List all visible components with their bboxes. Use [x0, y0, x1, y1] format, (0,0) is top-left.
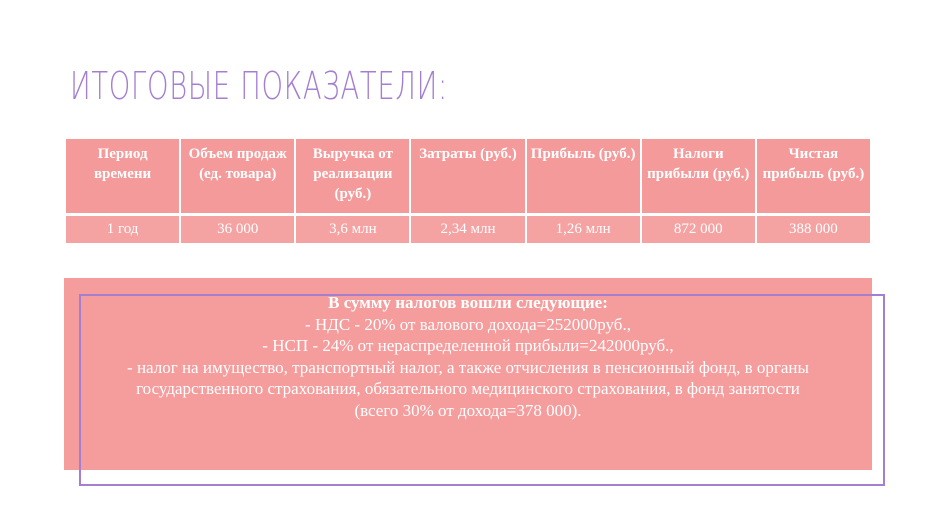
table-header-row	[66, 139, 870, 213]
table-row	[66, 216, 870, 243]
tax-note-line-other: - налог на имущество, транспортный налог, а также отчисления в пенсионный фонд, в органы государственного страхования, обязательного медицинского страхования, в фонд занятости (всего 30% от дохода=378 000).	[127, 357, 809, 420]
tax-note-line-vat: - НДС - 20% от валового дохода=252000руб.,	[305, 314, 631, 334]
cell-net-profit: 388 000	[757, 216, 870, 243]
cell-period: 1 год	[66, 216, 179, 243]
tax-note-line-nsp: - НСП - 24% от нераспределенной прибыли=242000руб.,	[262, 336, 674, 355]
header-taxes: Налоги прибыли (руб.)	[642, 139, 755, 213]
cell-profit: 1,26 млн	[527, 216, 640, 243]
header-net-profit: Чистая прибыль (руб.)	[757, 139, 870, 213]
cell-costs: 2,34 млн	[411, 216, 524, 243]
results-table	[64, 139, 872, 243]
cell-taxes: 872 000	[642, 216, 755, 243]
header-period: Период времени	[66, 139, 179, 213]
decorative-frame	[79, 294, 885, 486]
header-revenue: Выручка от реализации (руб.)	[296, 139, 409, 213]
header-costs: Затраты (руб.)	[411, 139, 524, 213]
cell-sales-volume: 36 000	[181, 216, 294, 243]
header-sales-volume: Объем продаж (ед. товара)	[181, 139, 294, 213]
slide-title: ИТОГОВЫЕ ПОКАЗАТЕЛИ:	[70, 64, 448, 108]
cell-revenue: 3,6 млн	[296, 216, 409, 243]
header-profit: Прибыль (руб.)	[527, 139, 640, 213]
tax-note-heading: В сумму налогов вошли следующие:	[328, 293, 608, 312]
